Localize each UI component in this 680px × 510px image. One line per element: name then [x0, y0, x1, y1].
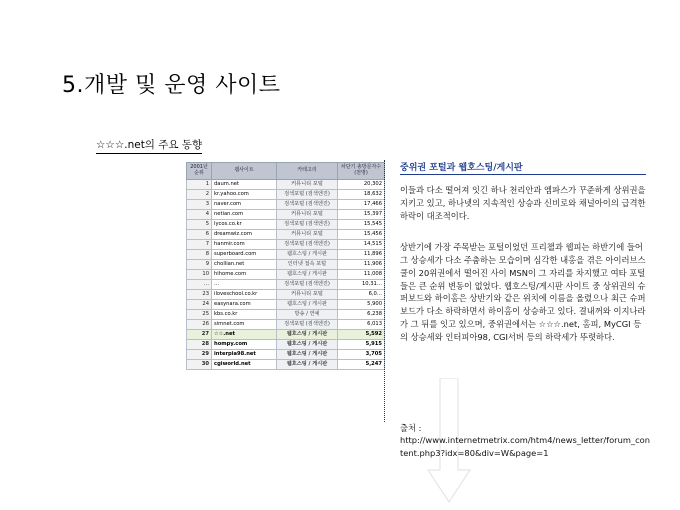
table-row [187, 279, 385, 289]
cell-category: 웹호스팅 / 게시판 [277, 349, 338, 359]
cell-visitors: 20,302 [338, 179, 385, 189]
right-paragraph-2 [400, 241, 646, 344]
cell-rank: 7 [187, 239, 212, 249]
cell-category: 웹호스팅 / 게시판 [277, 269, 338, 279]
section-divider [384, 160, 385, 422]
cell-visitors: 15,456 [338, 229, 385, 239]
cell-category: 검색포털 (검색엔진) [277, 189, 338, 199]
cell-visitors: 11,896 [338, 249, 385, 259]
table-header-row [187, 163, 385, 180]
source-url[interactable]: http://www.internetmetrix.com/htm4/news_letter/forum_content.php3?idx=80&div=W&page=1 [400, 435, 650, 458]
page-title: 5.개발 및 운영 사이트 [62, 73, 281, 98]
cell-category: 검색포털 (검색엔진) [277, 279, 338, 289]
cell-site: lycos.co.kr [212, 219, 277, 229]
cell-visitors: 5,900 [338, 299, 385, 309]
cell-site: easynara.com [212, 299, 277, 309]
cell-site: interpia98.net [212, 349, 277, 359]
cell-visitors: 6,0… [338, 289, 385, 299]
table-row [187, 239, 385, 249]
cell-category: 커뮤니티 포털 [277, 209, 338, 219]
cell-site: kr.yahoo.com [212, 189, 277, 199]
cell-visitors: 6,013 [338, 319, 385, 329]
cell-rank: 25 [187, 309, 212, 319]
table-row [187, 309, 385, 319]
cell-visitors: 5,592 [338, 329, 385, 339]
cell-category: 웹호스팅 / 게시판 [277, 299, 338, 309]
right-paragraph-1: 이들과 다소 떨어져 잇긴 하나 천리안과 엠파스가 꾸준하게 상위권을 지키고 있고, 하나넷의 지속적인 상승과 신비로와 채널아이의 급격한 하락이 대조적이다. [400, 185, 646, 221]
cell-category: 인터넷 접속 포털 [277, 259, 338, 269]
cell-category: 커뮤니티 포털 [277, 229, 338, 239]
table-row [187, 249, 385, 259]
cell-site: iloveschool.co.kr [212, 289, 277, 299]
cell-visitors: 17,466 [338, 199, 385, 209]
cell-visitors: 15,545 [338, 219, 385, 229]
cell-site: chollian.net [212, 259, 277, 269]
cell-site: hihome.com [212, 269, 277, 279]
cell-rank: 6 [187, 229, 212, 239]
cell-visitors: 5,247 [338, 359, 385, 369]
cell-site: superboard.com [212, 249, 277, 259]
cell-category: 검색포털 (검색엔진) [277, 219, 338, 229]
table-header [187, 163, 385, 180]
column-header-visitors: 차단기 총방문자수 (천명) [338, 163, 385, 180]
cell-category: 검색포털 (검색엔진) [277, 239, 338, 249]
cell-rank: 8 [187, 249, 212, 259]
cell-rank: 27 [187, 329, 212, 339]
cell-visitors: 10,31… [338, 279, 385, 289]
cell-category: 웹호스팅 / 게시판 [277, 359, 338, 369]
table-row [187, 179, 385, 189]
table-row [187, 209, 385, 219]
table-row [187, 219, 385, 229]
cell-category: 검색포털 (검색엔진) [277, 319, 338, 329]
column-header-site: 웹사이트 [212, 163, 277, 180]
cell-site: ☆☆.net [212, 329, 277, 339]
source-block [400, 422, 652, 459]
cell-category: 웹호스팅 / 게시판 [277, 339, 338, 349]
cell-site: naver.com [212, 199, 277, 209]
table-row [187, 349, 385, 359]
cell-rank: 4 [187, 209, 212, 219]
cell-category: 커뮤니티 포털 [277, 179, 338, 189]
cell-visitors: 5,915 [338, 339, 385, 349]
cell-visitors: 6,238 [338, 309, 385, 319]
cell-category: 웹호스팅 / 게시판 [277, 329, 338, 339]
cell-visitors: 15,397 [338, 209, 385, 219]
cell-site: hanmir.com [212, 239, 277, 249]
cell-rank: 29 [187, 349, 212, 359]
table-row [187, 269, 385, 279]
cell-category: 웹호스팅 / 게시판 [277, 249, 338, 259]
cell-rank: 10 [187, 269, 212, 279]
cell-visitors: 11,906 [338, 259, 385, 269]
cell-rank: 24 [187, 299, 212, 309]
cell-site: daum.net [212, 179, 277, 189]
table-row [187, 339, 385, 349]
right-heading: 중위권 포털과 웹호스팅/게시판 [400, 160, 646, 175]
column-header-category: 카테고리 [277, 163, 338, 180]
cell-rank: 28 [187, 339, 212, 349]
cell-rank: 5 [187, 219, 212, 229]
column-header-rank: 2001년 순위 [187, 163, 212, 180]
table-row [187, 319, 385, 329]
cell-rank: 9 [187, 259, 212, 269]
cell-rank: 26 [187, 319, 212, 329]
table-row [187, 189, 385, 199]
cell-category: 방송 / 연예 [277, 309, 338, 319]
table-body [187, 179, 385, 369]
cell-site: kbs.co.kr [212, 309, 277, 319]
table-row [187, 359, 385, 369]
table-row [187, 299, 385, 309]
cell-category: 검색포털 (검색엔진) [277, 199, 338, 209]
source-label: 출처 : [400, 423, 422, 433]
cell-site: … [212, 279, 277, 289]
table-row [187, 329, 385, 339]
table-row [187, 259, 385, 269]
cell-rank: 1 [187, 179, 212, 189]
ranking-table-container [186, 162, 382, 370]
table-row [187, 289, 385, 299]
cell-visitors: 18,632 [338, 189, 385, 199]
cell-site: netian.com [212, 209, 277, 219]
cell-site: dreamwiz.com [212, 229, 277, 239]
ranking-table [186, 162, 385, 370]
cell-rank: 23 [187, 289, 212, 299]
table-row [187, 199, 385, 209]
cell-site: simnet.com [212, 319, 277, 329]
cell-site: hompy.com [212, 339, 277, 349]
cell-visitors: 11,008 [338, 269, 385, 279]
cell-rank: 3 [187, 199, 212, 209]
cell-rank: … [187, 279, 212, 289]
cell-rank: 2 [187, 189, 212, 199]
cell-rank: 30 [187, 359, 212, 369]
cell-visitors: 3,705 [338, 349, 385, 359]
cell-category: 커뮤니티 포털 [277, 289, 338, 299]
right-paragraph-2-text: 상반기에 가장 주목받는 포털이었던 프리챌과 웹피는 하반기에 들어 그 상승세가 다소 주춤하는 모습이며 심각한 내홍을 겪은 아이러브스쿨이 20위권에서 떨어진 사이 MSN이 그 자리를 차지했고 여타 포털들은 큰 순위 변동이 없었다. 웹호스팅/게시판 사이트 중 상위권의 슈퍼보드와 하이홈은 상반기와 같은 위치에 이름을 올렸으나 최근 슈퍼보드가 다소 하락하면서 하이홈이 상승하고 있다. 결내꺼와 이지나라가 그 뒤를 잇고 있으며, 중위권에서는 ☆☆☆.net, 홈피, MyCGI 등의 상승세와 인터피아98, CGI서버 등의 하락세가 뚜렷하다. [400, 242, 646, 343]
page-subtitle: ☆☆☆.net의 주요 동향 [96, 137, 202, 154]
cell-site: cgiworld.net [212, 359, 277, 369]
cell-visitors: 14,515 [338, 239, 385, 249]
table-row [187, 229, 385, 239]
